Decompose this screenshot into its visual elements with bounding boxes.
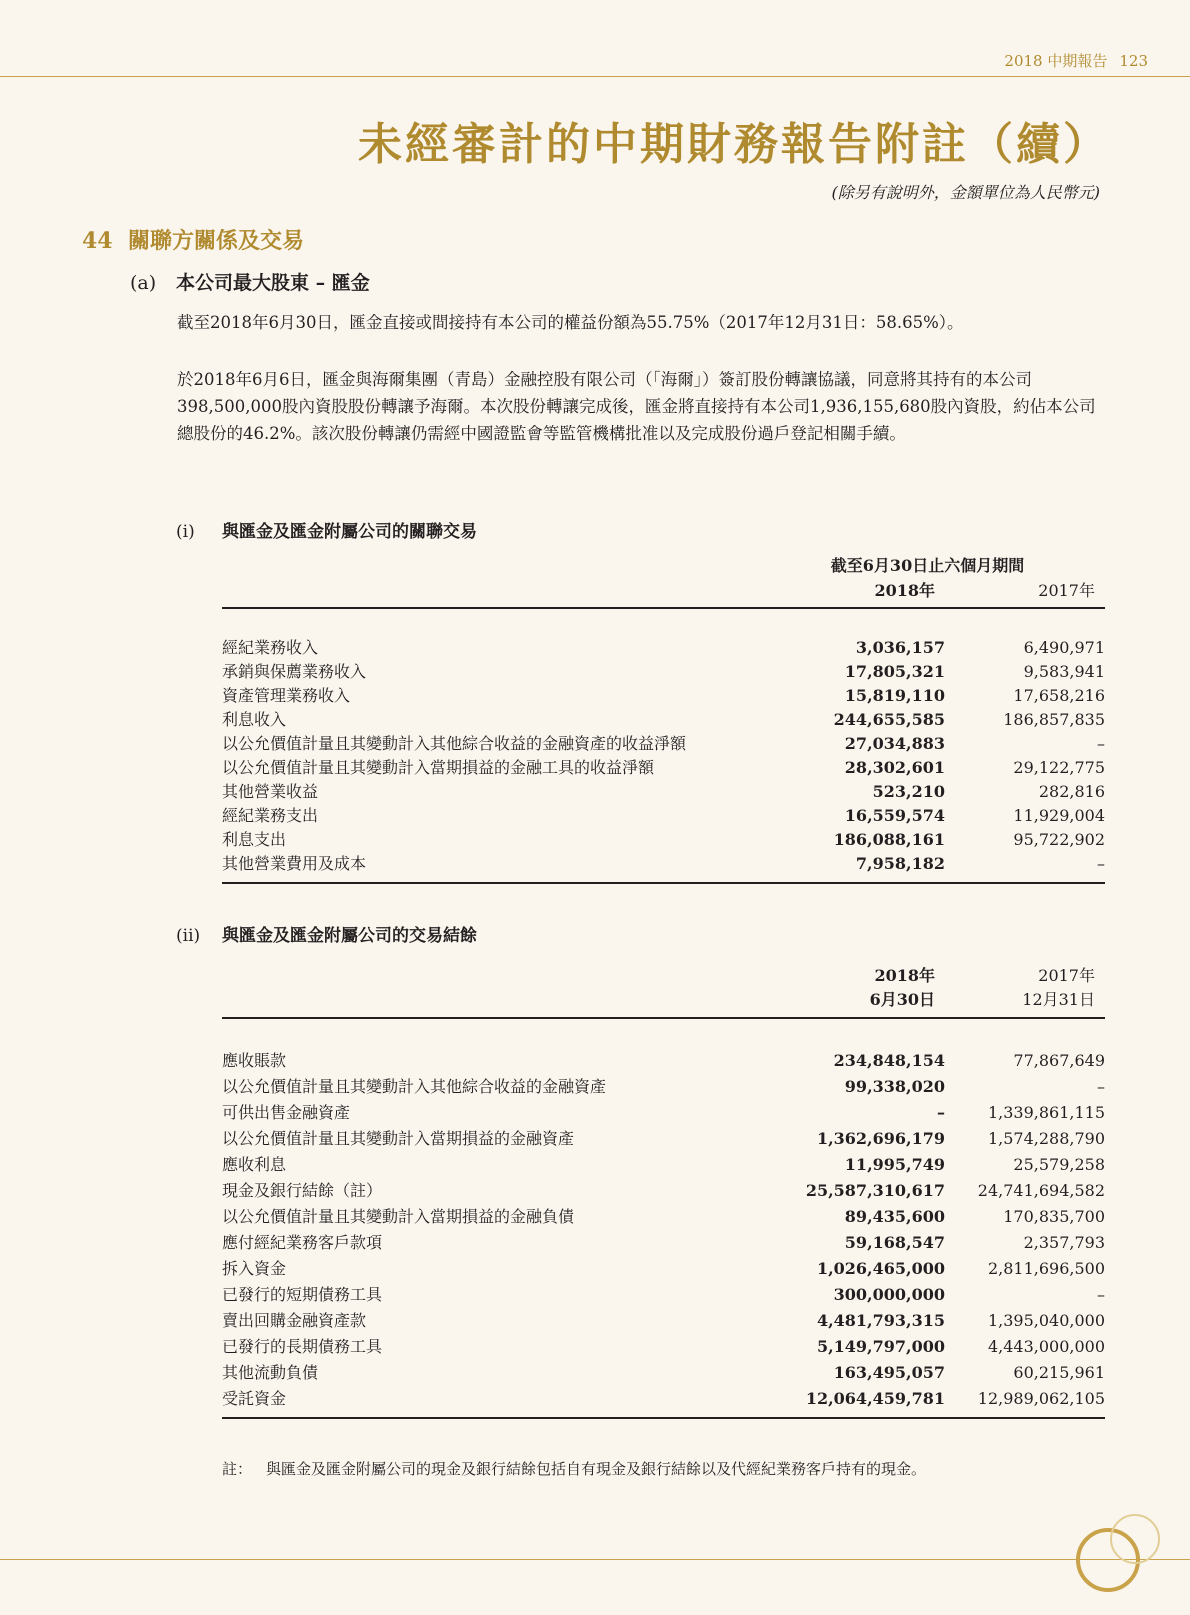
- report-name: 2018 中期報告: [1004, 52, 1108, 70]
- table1-label: (i): [176, 522, 195, 542]
- value-2017: 9,583,941: [1023, 662, 1105, 681]
- row-label: 經紀業務收入: [222, 638, 319, 657]
- table-row: [222, 732, 1105, 756]
- value-2017: 6,490,971: [1023, 638, 1105, 657]
- table-row: [222, 1204, 1105, 1230]
- value-2018: 5,149,797,000: [816, 1337, 945, 1356]
- table-row: [222, 1048, 1105, 1074]
- decorative-rings: [1065, 1505, 1175, 1615]
- row-label: 以公允價值計量且其變動計入其他綜合收益的金融資產的收益淨額: [222, 734, 687, 753]
- table2-col2-year: 2017年: [1038, 966, 1095, 985]
- value-2018: 89,435,600: [844, 1207, 945, 1226]
- value-2018: 244,655,585: [833, 710, 945, 729]
- table-row: [222, 780, 1105, 804]
- value-2018: 25,587,310,617: [805, 1181, 945, 1200]
- footer-divider: [0, 1559, 1190, 1560]
- table-row: [222, 1126, 1105, 1152]
- table-row: [222, 828, 1105, 852]
- value-2017: 1,339,861,115: [987, 1103, 1105, 1122]
- row-label: 以公允價值計量且其變動計入當期損益的金融資產: [222, 1129, 575, 1148]
- value-2018: 99,338,020: [844, 1077, 945, 1096]
- table1-period-header: 截至6月30日止六個月期間: [830, 556, 1025, 575]
- value-2018: 27,034,883: [844, 734, 945, 753]
- value-2018: –: [937, 1103, 945, 1122]
- row-label: 應收賬款: [222, 1051, 287, 1070]
- row-label: 利息收入: [222, 710, 287, 729]
- table-row: [222, 804, 1105, 828]
- value-2017: 25,579,258: [1013, 1155, 1105, 1174]
- value-2018: 186,088,161: [833, 830, 945, 849]
- table2-body: [222, 1048, 1105, 1412]
- value-2017: 95,722,902: [1013, 830, 1105, 849]
- section-heading: [82, 224, 304, 255]
- row-label: 經紀業務支出: [222, 806, 319, 825]
- row-label: 應付經紀業務客戶款項: [222, 1233, 383, 1252]
- section-title: 關聯方關係及交易: [128, 228, 305, 254]
- value-2018: 3,036,157: [855, 638, 945, 657]
- table-row: [222, 684, 1105, 708]
- value-2017: –: [1097, 854, 1105, 873]
- table-row: [222, 1100, 1105, 1126]
- row-label: 以公允價值計量且其變動計入其他綜合收益的金融資產: [222, 1077, 607, 1096]
- value-2017: 77,867,649: [1013, 1051, 1105, 1070]
- paragraph-shareholding: 截至2018年6月30日，匯金直接或間接持有本公司的權益份額為55.75%（2017年12月31日：58.65%）。: [177, 313, 964, 332]
- value-2018: 523,210: [872, 782, 945, 801]
- table-row: [222, 660, 1105, 684]
- table1-heading: [176, 517, 477, 542]
- table1-bottom-rule: [222, 882, 1105, 884]
- value-2017: 2,357,793: [1023, 1233, 1105, 1252]
- table-row: [222, 756, 1105, 780]
- row-label: 以公允價值計量且其變動計入當期損益的金融負債: [222, 1207, 575, 1226]
- value-2017: 12,989,062,105: [977, 1389, 1105, 1408]
- table-row: [222, 1256, 1105, 1282]
- row-label: 已發行的短期債務工具: [222, 1285, 383, 1304]
- value-2018: 59,168,547: [844, 1233, 945, 1252]
- value-2018: 16,559,574: [844, 806, 945, 825]
- row-label: 其他流動負債: [222, 1363, 319, 1382]
- table1-col-2018: 2018年: [874, 581, 935, 600]
- row-label: 以公允價值計量且其變動計入當期損益的金融工具的收益淨額: [222, 758, 655, 777]
- row-label: 賣出回購金融資產款: [222, 1311, 367, 1330]
- table-row: [222, 708, 1105, 732]
- table2-col1-date: 6月30日: [869, 990, 935, 1009]
- value-2018: 4,481,793,315: [816, 1311, 945, 1330]
- value-2018: 234,848,154: [833, 1051, 945, 1070]
- section-number: 44: [82, 228, 113, 254]
- value-2017: –: [1097, 734, 1105, 753]
- value-2017: 1,574,288,790: [987, 1129, 1105, 1148]
- table2-col1-year: 2018年: [874, 966, 935, 985]
- value-2018: 1,362,696,179: [816, 1129, 945, 1148]
- header-divider: [0, 76, 1190, 77]
- table1-col-2017: 2017年: [1038, 581, 1095, 600]
- value-2018: 28,302,601: [844, 758, 945, 777]
- table-row: [222, 1178, 1105, 1204]
- table1-header-rule: [222, 607, 1105, 609]
- running-header: [1004, 50, 1148, 71]
- page-number: 123: [1119, 52, 1148, 70]
- value-2017: 1,395,040,000: [987, 1311, 1105, 1330]
- value-2018: 300,000,000: [833, 1285, 945, 1304]
- row-label: 受託資金: [222, 1389, 287, 1408]
- value-2018: 1,026,465,000: [816, 1259, 945, 1278]
- table-row: [222, 1074, 1105, 1100]
- table2-col2-date: 12月31日: [1022, 990, 1095, 1009]
- row-label: 現金及銀行結餘（註）: [222, 1181, 383, 1200]
- row-label: 其他營業費用及成本: [222, 854, 367, 873]
- value-2017: 60,215,961: [1013, 1363, 1105, 1382]
- table-row: [222, 1282, 1105, 1308]
- value-2017: –: [1097, 1077, 1105, 1096]
- value-2018: 11,995,749: [844, 1155, 945, 1174]
- value-2018: 163,495,057: [833, 1363, 945, 1382]
- value-2018: 17,805,321: [844, 662, 945, 681]
- table-row: [222, 1360, 1105, 1386]
- row-label: 應收利息: [222, 1155, 287, 1174]
- footnote-label: 註：: [222, 1460, 253, 1478]
- row-label: 資產管理業務收入: [222, 686, 351, 705]
- row-label: 利息支出: [222, 830, 287, 849]
- footnote: [222, 1458, 926, 1479]
- table2-bottom-rule: [222, 1417, 1105, 1419]
- value-2018: 15,819,110: [844, 686, 945, 705]
- table-row: [222, 636, 1105, 660]
- table-row: [222, 1308, 1105, 1334]
- footnote-text: 與匯金及匯金附屬公司的現金及銀行結餘包括自有現金及銀行結餘以及代經紀業務客戶持有的現金。: [266, 1460, 927, 1478]
- table2-title: 與匯金及匯金附屬公司的交易結餘: [222, 926, 477, 946]
- value-2017: 186,857,835: [1003, 710, 1105, 729]
- table-row: [222, 1230, 1105, 1256]
- table-row: [222, 1152, 1105, 1178]
- row-label: 已發行的長期債務工具: [222, 1337, 383, 1356]
- table-row: [222, 852, 1105, 876]
- page-title: 未經審計的中期財務報告附註（續）: [358, 119, 1110, 170]
- value-2018: 12,064,459,781: [805, 1389, 945, 1408]
- row-label: 其他營業收益: [222, 782, 319, 801]
- value-2017: 24,741,694,582: [977, 1181, 1105, 1200]
- row-label: 拆入資金: [222, 1259, 287, 1278]
- value-2017: 4,443,000,000: [987, 1337, 1105, 1356]
- value-2017: 170,835,700: [1003, 1207, 1105, 1226]
- table-row: [222, 1386, 1105, 1412]
- row-label: 可供出售金融資產: [222, 1103, 351, 1122]
- row-label: 承銷與保薦業務收入: [222, 662, 367, 681]
- subsection-heading: [130, 268, 370, 295]
- value-2017: 2,811,696,500: [987, 1259, 1105, 1278]
- value-2017: 17,658,216: [1013, 686, 1105, 705]
- currency-note: (除另有說明外，金額單位為人民幣元): [831, 183, 1100, 202]
- paragraph-share-transfer: 於2018年6月6日，匯金與海爾集團（青島）金融控股有限公司（「海爾」）簽訂股份轉讓協議，同意將其持有的本公司398,500,000股內資股股份轉讓予海爾。本次股份轉讓完成後，匯金將直接持有本公司1,936,155,680股內資股，約佔本公司總股份的46.2%。該次股份轉讓仍需經中國證監會等監管機構批准以及完成股份過戶登記相關手續。: [177, 370, 1096, 443]
- subsection-label: (a): [130, 272, 157, 294]
- value-2018: 7,958,182: [855, 854, 945, 873]
- table2-header-rule: [222, 1017, 1105, 1019]
- table1-body: [222, 636, 1105, 876]
- table1-title: 與匯金及匯金附屬公司的關聯交易: [222, 522, 477, 542]
- subsection-title: 本公司最大股東 – 匯金: [176, 272, 370, 294]
- table-row: [222, 1334, 1105, 1360]
- value-2017: 11,929,004: [1013, 806, 1105, 825]
- value-2017: 282,816: [1038, 782, 1105, 801]
- value-2017: 29,122,775: [1013, 758, 1105, 777]
- table2-label: (ii): [176, 926, 201, 946]
- table2-heading: [176, 921, 477, 946]
- value-2017: –: [1097, 1285, 1105, 1304]
